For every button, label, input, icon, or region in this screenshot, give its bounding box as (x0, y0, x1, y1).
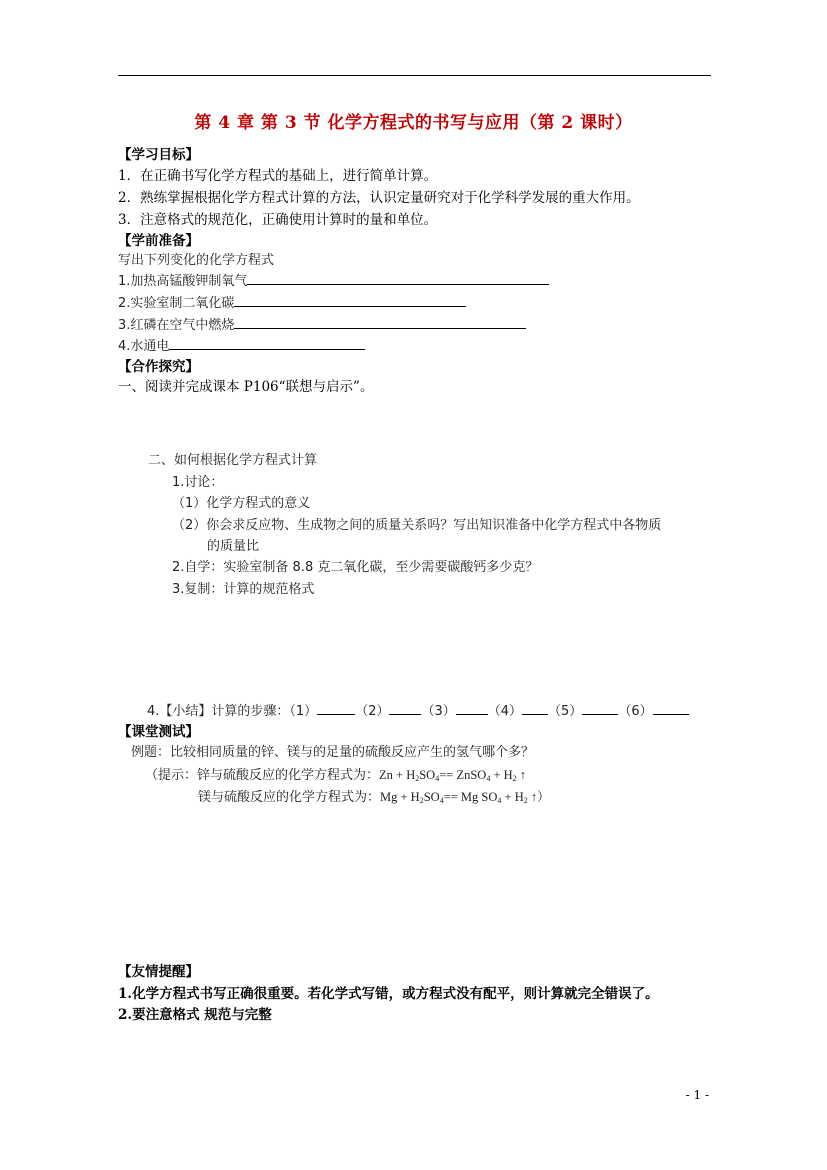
cooperation-part2-title: 二、如何根据化学方程式计算 (148, 453, 318, 468)
discuss-q2-line2: 的质量比 (207, 539, 260, 554)
self-study: 2.自学：实验室制备 8.8 克二氧化碳，至少需要碳酸钙多少克？ (172, 560, 539, 575)
header-rule (118, 75, 711, 76)
cooperation-heading: 【合作探究】 (118, 359, 199, 375)
preparation-item-3 (118, 314, 526, 333)
preparation-item-3-label: 3.红磷在空气中燃烧 (118, 318, 235, 333)
preparation-heading: 【学前准备】 (118, 233, 199, 249)
answer-blank[interactable] (247, 272, 549, 285)
answer-blank[interactable] (234, 294, 466, 307)
test-example: 例题：比较相同质量的锌、镁与的足量的硫酸反应产生的氢气哪个多？ (131, 745, 535, 760)
objective-item-2: 2．熟练掌握根据化学方程式计算的方法，认识定量研究对于化学科学发展的重大作用。 (118, 190, 640, 206)
step-1-label: （1） (289, 704, 318, 719)
reminder-item-2: 2.要注意格式 规范与完整 (118, 1007, 272, 1023)
objectives-heading: 【学习目标】 (118, 147, 199, 163)
page-number: - 1 - (685, 1088, 709, 1102)
discuss-q2-line1: （2）你会求反应物、生成物之间的质量关系吗？写出知识准备中化学方程式中各物质 (172, 518, 662, 533)
copy-format: 3.复制：计算的规范格式 (172, 582, 315, 597)
reminder-heading: 【友情提醒】 (118, 964, 199, 980)
step-blank[interactable] (582, 702, 618, 715)
summary-steps (147, 700, 689, 719)
preparation-item-2-label: 2.实验室制二氧化碳 (118, 296, 235, 311)
answer-blank[interactable] (169, 337, 365, 350)
preparation-item-1-label: 1.加热高锰酸钾制氧气 (118, 274, 248, 289)
step-6-label: （6） (618, 704, 653, 719)
step-4-label: （4） (487, 704, 523, 719)
discuss-label: 1.讨论： (172, 475, 224, 490)
objective-item-3: 3．注意格式的规范化，正确使用计算时的量和单位。 (118, 212, 438, 228)
hint-mg-prefix: 镁与硫酸反应的化学方程式为： (198, 790, 381, 805)
step-3-label: （3） (421, 704, 456, 719)
equation-zn: $Zn + H_2SO_4==$ ZnSO$_4$ + $H_2$ ↑ (379, 768, 527, 783)
step-blank[interactable] (456, 702, 488, 715)
discuss-q1: （1）化学方程式的意义 (172, 496, 311, 511)
cooperation-part1: 一、阅读并完成课本 P106“联想与启示”。 (118, 379, 374, 395)
preparation-item-2 (118, 292, 466, 311)
step-blank[interactable] (653, 702, 689, 715)
page-title: 第 4 章 第 3 节 化学方程式的书写与应用（第 2 课时） (194, 113, 633, 133)
step-blank[interactable] (389, 702, 421, 715)
test-heading: 【课堂测试】 (118, 724, 199, 740)
preparation-item-4 (118, 335, 365, 354)
hint-mg (198, 786, 550, 805)
preparation-item-4-label: 4.水通电 (118, 339, 170, 354)
step-2-label: （2） (355, 704, 390, 719)
objective-item-1: 1．在正确书写化学方程式的基础上，进行简单计算。 (118, 168, 438, 184)
hint-zn-prefix: （提示：锌与硫酸反应的化学方程式为： (145, 768, 380, 783)
summary-label: 4.【小结】计算的步骤： (147, 704, 290, 719)
reminder-item-1: 1.化学方程式书写正确很重要。若化学式写错，或方程式没有配平，则计算就完全错误了。 (118, 986, 659, 1002)
preparation-intro: 写出下列变化的化学方程式 (118, 253, 275, 268)
equation-mg: $Mg + H_2SO_4== Mg$ $SO_4 + H_2$ ↑） (380, 790, 550, 805)
preparation-item-1 (118, 270, 549, 289)
step-blank[interactable] (317, 702, 355, 715)
step-5-label: （5） (548, 704, 583, 719)
step-blank[interactable] (522, 702, 548, 715)
answer-blank[interactable] (234, 316, 526, 329)
hint-zn (145, 764, 526, 783)
